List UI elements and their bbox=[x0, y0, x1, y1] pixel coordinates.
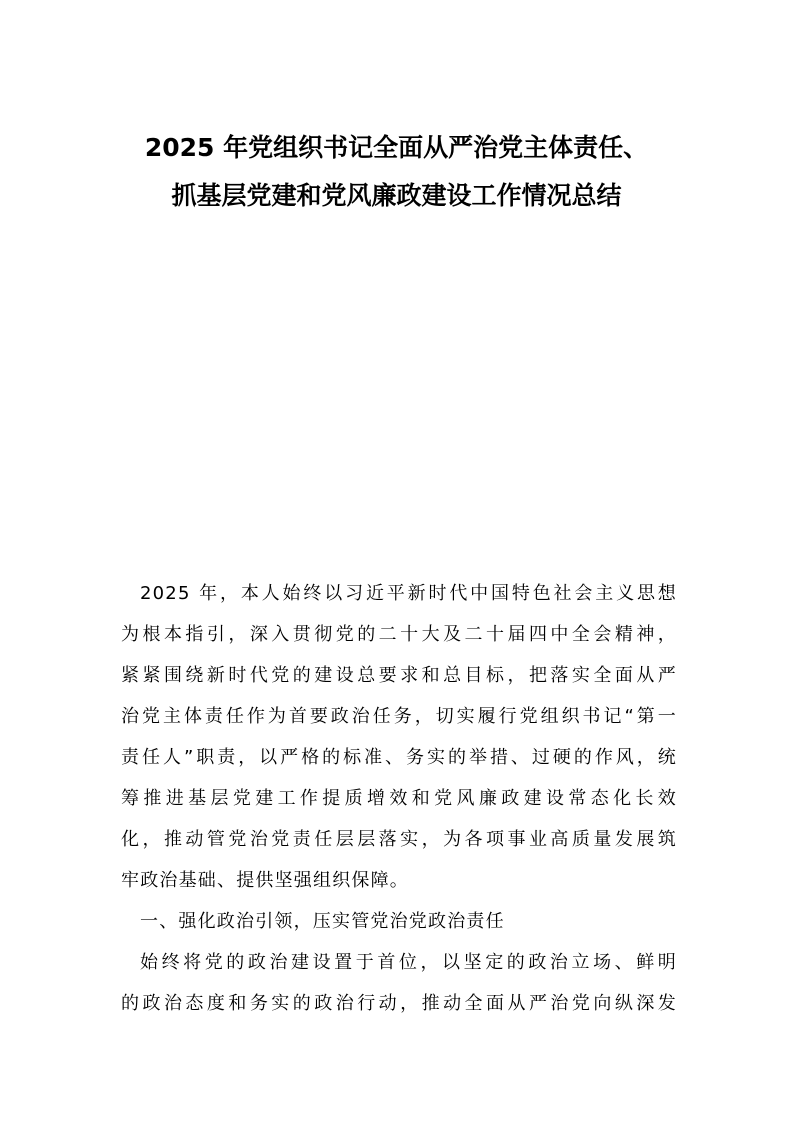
body-line: 责任人”职责，以严格的标准、务实的举措、过硬的作风，统 bbox=[121, 747, 677, 768]
title-line-1: 2025 年党组织书记全面从严治党主体责任、 bbox=[144, 133, 649, 162]
body-line: 紧紧围绕新时代党的建设总要求和总目标，把落实全面从严 bbox=[121, 665, 677, 686]
body-line: 的政治态度和务实的政治行动，推动全面从严治党向纵深发 bbox=[121, 993, 677, 1014]
title-line-2: 抓基层党建和党风廉政建设工作情况总结 bbox=[171, 181, 622, 210]
body-line: 始终将党的政治建设置于首位，以坚定的政治立场、鲜明 bbox=[140, 952, 677, 973]
document-body bbox=[121, 573, 677, 1024]
body-line: 筹推进基层党建工作提质增效和党风廉政建设常态化长效 bbox=[121, 788, 677, 809]
body-line: 为根本指引，深入贯彻党的二十大及二十届四中全会精神， bbox=[121, 624, 677, 645]
body-line: 牢政治基础、提供坚强组织保障。 bbox=[121, 870, 409, 891]
section-heading: 一、强化政治引领，压实管党治党政治责任 bbox=[140, 911, 505, 932]
document-title bbox=[100, 124, 693, 220]
body-line: 化，推动管党治党责任层层落实，为各项事业高质量发展筑 bbox=[121, 829, 677, 850]
body-line: 2025 年，本人始终以习近平新时代中国特色社会主义思想 bbox=[140, 583, 677, 604]
body-line: 治党主体责任作为首要政治任务，切实履行党组织书记“第一 bbox=[121, 706, 677, 727]
